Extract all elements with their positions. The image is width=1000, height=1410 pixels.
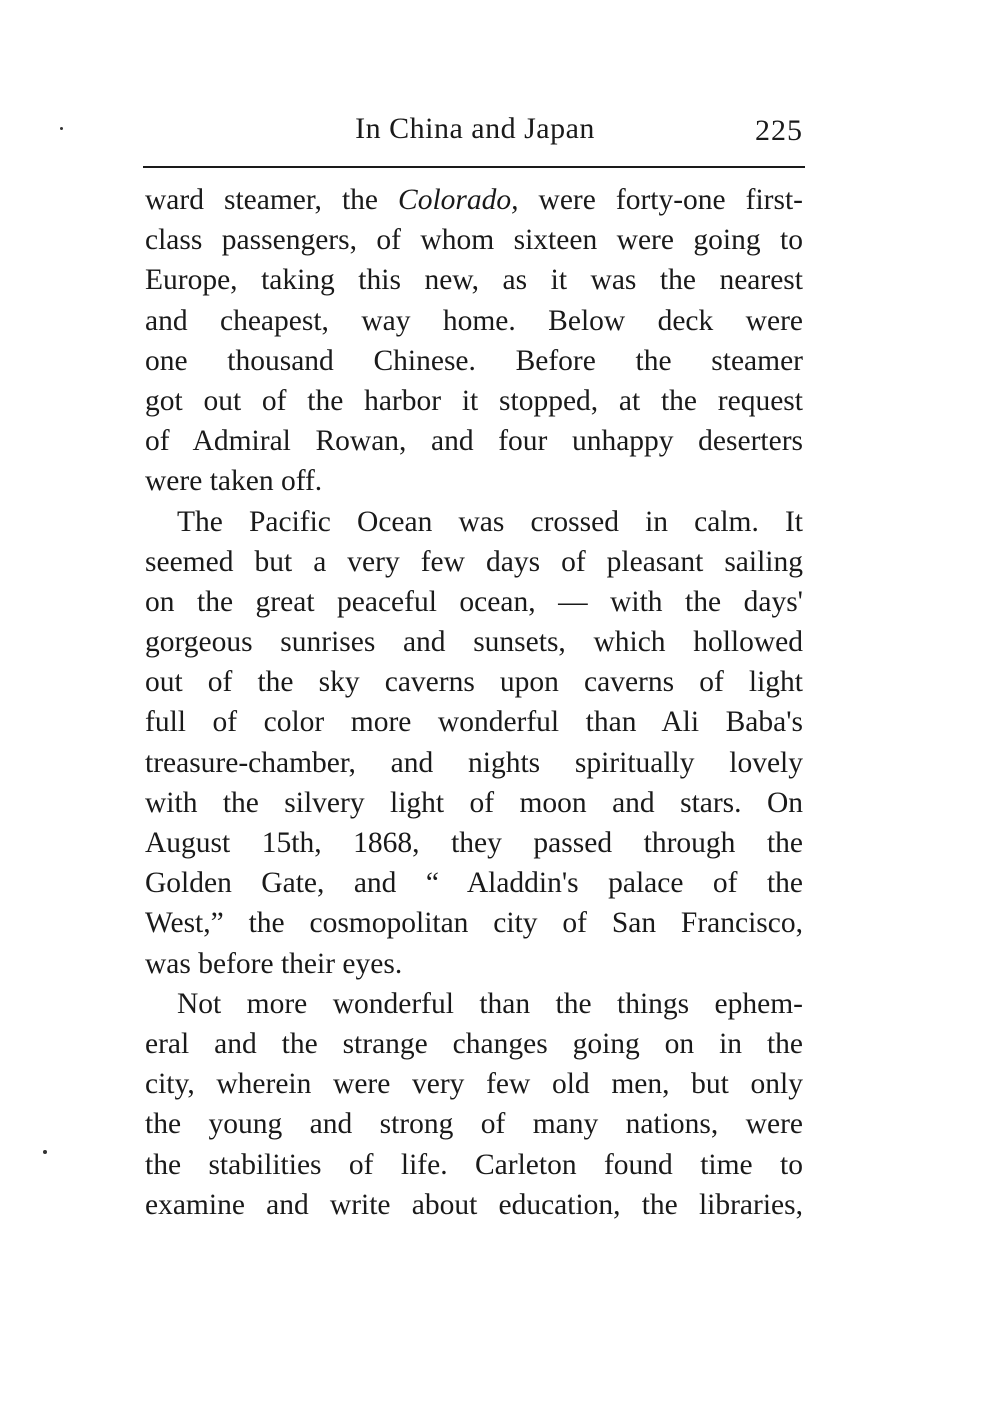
text-line: August 15th, 1868, they passed through the [145,827,803,859]
text-line: the young and strong of many nations, were [145,1108,803,1141]
running-head [145,112,805,156]
scan-speck [43,1150,47,1154]
paragraph [145,984,803,1225]
running-title: In China and Japan [355,112,595,145]
text-line: got out of the harbor it stopped, at the request [145,384,803,417]
text-line: out of the sky caverns upon caverns of light [145,666,803,699]
header-rule [143,166,805,168]
ship-name: Colorado, [398,184,519,216]
text-line: of Admiral Rowan, and four unhappy deserters [145,425,803,458]
text-line: Not more wonderful than the things ephem- [177,987,803,1020]
text-line: full of color more wonderful than Ali Baba's [145,706,803,739]
text-line: on the great peaceful ocean, — with the days' [145,585,803,618]
text-line: Europe, taking this new, as it was the nearest [145,264,803,297]
body-text [145,180,803,1225]
text-line: the stabilities of life. Carleton found time to [145,1148,803,1181]
scan-speck [60,127,63,130]
text-line: class passengers, of whom sixteen were going to [145,224,803,257]
text-line: The Pacific Ocean was crossed in calm. It [177,505,803,538]
text-line: city, wherein were very few old men, but only [145,1068,803,1101]
text-line: ward steamer, the Colorado, were forty-one first- [145,184,803,216]
text-line: were taken off. [145,465,323,498]
text-line: with the silvery light of moon and stars. On [145,786,803,819]
text-line: and cheapest, way home. Below deck were [145,304,803,337]
text-line: seemed but a very few days of pleasant sailing [145,545,803,578]
text-line: West,” the cosmopolitan city of San Francisco, [145,907,803,940]
paragraph [145,180,803,502]
text-line: eral and the strange changes going on in the [145,1027,803,1060]
page-number: 225 [755,114,803,147]
text-line: one thousand Chinese. Before the steamer [145,344,803,377]
paragraph [145,502,803,984]
text-line: Golden Gate, and “ Aladdin's palace of the [145,867,803,900]
text-line: gorgeous sunrises and sunsets, which hollowed [145,626,803,659]
text-line: was before their eyes. [145,947,403,980]
text-line: examine and write about education, the libraries, [145,1188,803,1221]
text-line: treasure-chamber, and nights spiritually lovely [145,746,803,779]
